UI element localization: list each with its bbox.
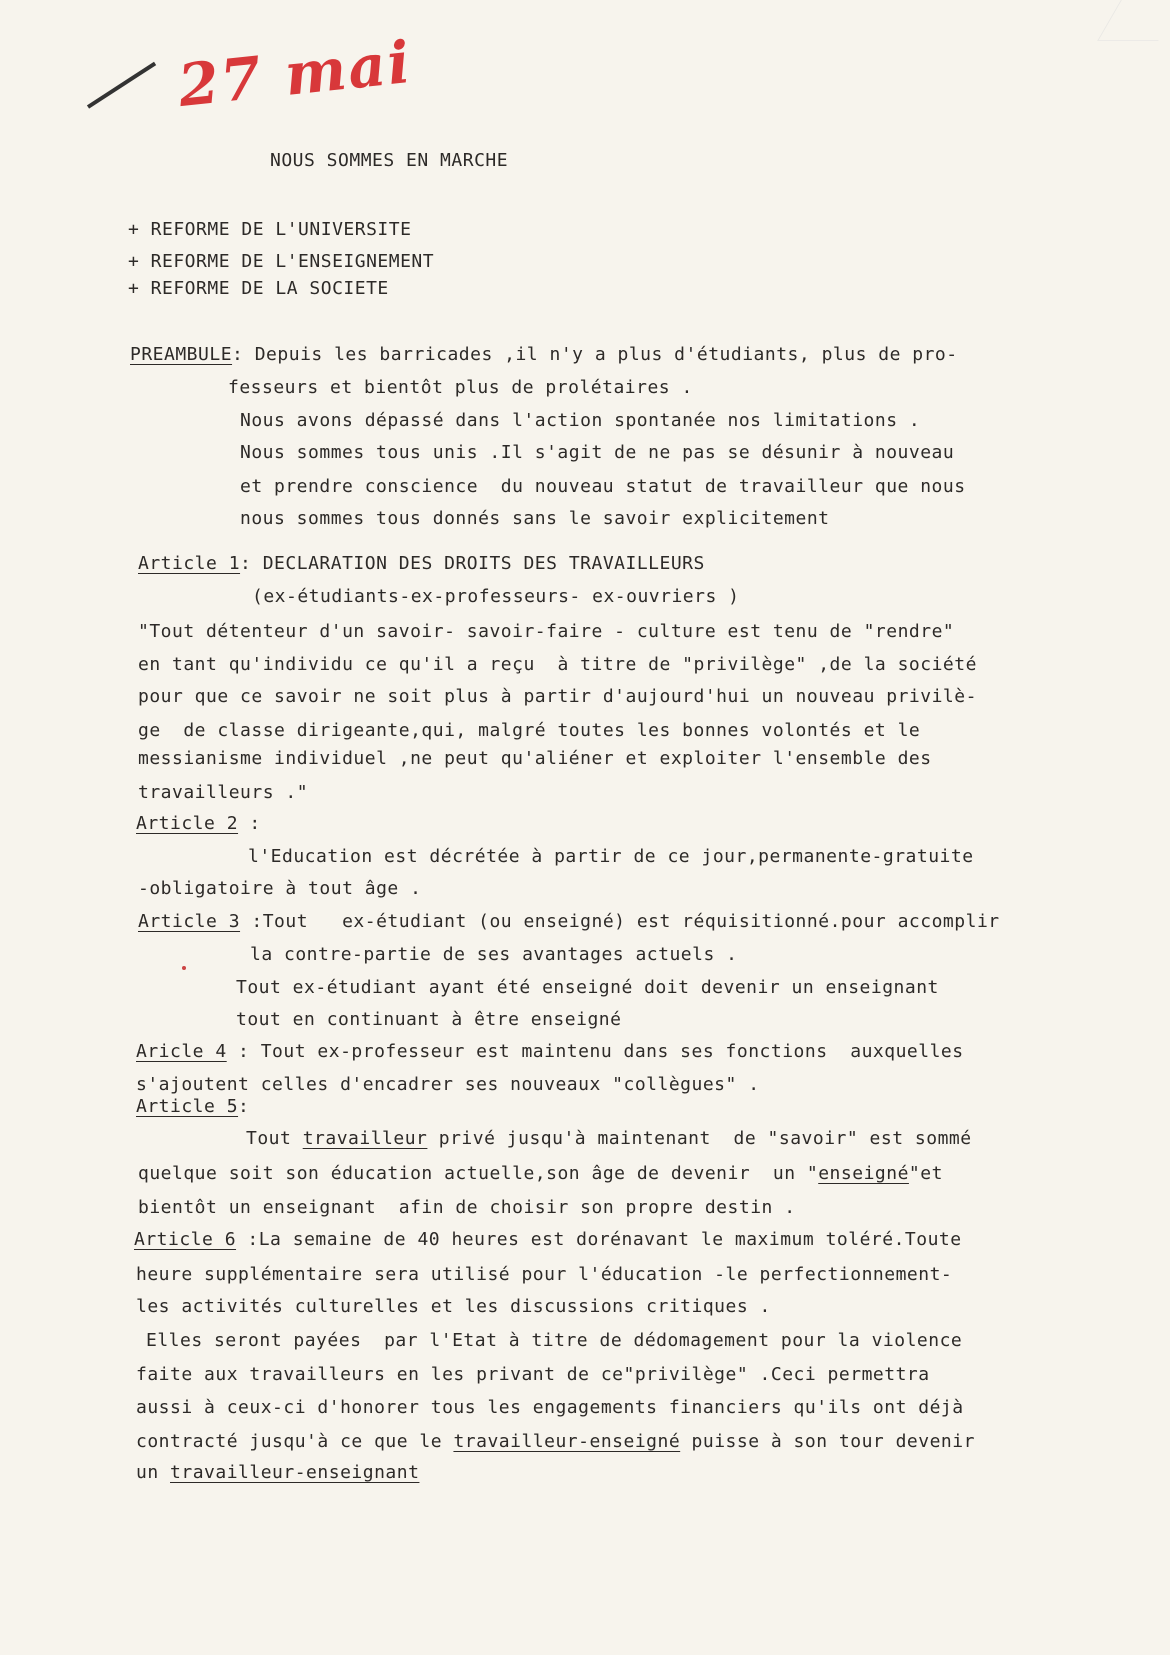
article-6-heading: Article 6 bbox=[134, 1229, 237, 1250]
article-4-first-line bbox=[136, 1041, 964, 1062]
article-1-text: "Tout détenteur d'un savoir- savoir-faire - culture est tenu de "rendre" bbox=[138, 621, 955, 642]
handwritten-date: 27 mai bbox=[175, 27, 415, 121]
underlined-term: enseigné bbox=[818, 1163, 909, 1184]
underlined-term: travailleur-enseigné bbox=[453, 1431, 681, 1452]
article-3-heading: Article 3 bbox=[138, 911, 241, 932]
pen-stroke-mark bbox=[87, 62, 156, 109]
article-2-header bbox=[136, 813, 261, 834]
article-1-subtitle: (ex-étudiants-ex-professeurs- ex-ouvriers ) bbox=[252, 586, 740, 607]
article-6-text: :La semaine de 40 heures est dorénavant le maximum toléré.Toute bbox=[236, 1229, 962, 1250]
article-1-text: en tant qu'individu ce qu'il a reçu à titre de "privilège" ,de la société bbox=[138, 654, 977, 675]
article-1-text: messianisme individuel ,ne peut qu'aliéner et exploiter l'ensemble des bbox=[138, 748, 932, 769]
article-6-text: heure supplémentaire sera utilisé pour l'éducation -le perfectionnement- bbox=[136, 1264, 953, 1285]
article-3-text: tout en continuant à être enseigné bbox=[236, 1009, 622, 1030]
article-6-text: aussi à ceux-ci d'honorer tous les engagements financiers qu'ils ont déjà bbox=[136, 1397, 964, 1418]
article-5-text-part: "et bbox=[908, 1163, 943, 1184]
ink-spot bbox=[182, 966, 186, 970]
article-1-text: travailleurs ." bbox=[138, 782, 309, 803]
preamble-first-line bbox=[130, 344, 958, 365]
article-3-first-line bbox=[138, 911, 1000, 932]
article-2-colon: : bbox=[238, 813, 261, 834]
article-6-first-line bbox=[134, 1229, 962, 1250]
preamble-text: Nous sommes tous unis .Il s'agit de ne pas se désunir à nouveau bbox=[240, 442, 955, 463]
article-5-header bbox=[136, 1096, 249, 1117]
article-3-text: Tout ex-étudiant ayant été enseigné doit devenir un enseignant bbox=[236, 977, 939, 998]
article-5-text bbox=[246, 1128, 972, 1149]
article-5-text bbox=[138, 1163, 943, 1184]
page-corner-fold bbox=[1097, 0, 1170, 41]
article-6-text: Elles seront payées par l'Etat à titre de dédomagement pour la violence bbox=[146, 1330, 963, 1351]
article-3-text: la contre-partie de ses avantages actuels . bbox=[250, 944, 738, 965]
article-6-text-part: un bbox=[136, 1462, 171, 1483]
article-6-text-part: contracté jusqu'à ce que le bbox=[136, 1431, 454, 1452]
article-4-text: s'ajoutent celles d'encadrer ses nouveaux "collègues" . bbox=[136, 1074, 760, 1095]
article-6-text bbox=[136, 1462, 419, 1483]
article-1-text: pour que ce savoir ne soit plus à partir d'aujourd'hui un nouveau privilè- bbox=[138, 686, 977, 707]
preamble-text: fesseurs et bientôt plus de prolétaires . bbox=[228, 377, 693, 398]
reform-item-teaching: + REFORME DE L'ENSEIGNEMENT bbox=[128, 251, 435, 272]
article-5-colon: : bbox=[238, 1096, 250, 1117]
underlined-term: travailleur bbox=[302, 1128, 428, 1149]
underlined-term: travailleur-enseignant bbox=[170, 1462, 420, 1483]
reform-item-university: + REFORME DE L'UNIVERSITE bbox=[128, 219, 412, 240]
article-1-title: : DECLARATION DES DROITS DES TRAVAILLEURS bbox=[240, 553, 705, 574]
article-4-text: : Tout ex-professeur est maintenu dans ses fonctions auxquelles bbox=[226, 1041, 964, 1062]
article-5-text-part: quelque soit son éducation actuelle,son âge de devenir un " bbox=[138, 1163, 819, 1184]
article-5-heading: Article 5 bbox=[136, 1096, 239, 1117]
document-title: NOUS SOMMES EN MARCHE bbox=[270, 150, 509, 171]
preamble-text: nous sommes tous donnés sans le savoir explicitement bbox=[240, 508, 830, 529]
preamble-heading: PREAMBULE bbox=[130, 344, 233, 365]
article-6-text: les activités culturelles et les discussions critiques . bbox=[136, 1296, 771, 1317]
preamble-text: et prendre conscience du nouveau statut de travailleur que nous bbox=[240, 476, 966, 497]
article-6-text: faite aux travailleurs en les privant de ce"privilège" .Ceci permettra bbox=[136, 1364, 930, 1385]
article-1-heading: Article 1 bbox=[138, 553, 241, 574]
article-6-text-part: puisse à son tour devenir bbox=[680, 1431, 975, 1452]
article-3-text: :Tout ex-étudiant (ou enseigné) est réquisitionné.pour accomplir bbox=[240, 911, 1000, 932]
article-5-text-part: Tout bbox=[246, 1128, 303, 1149]
preamble-text: : Depuis les barricades ,il n'y a plus d'étudiants, plus de pro- bbox=[232, 344, 958, 365]
article-1-text: ge de classe dirigeante,qui, malgré toutes les bonnes volontés et le bbox=[138, 720, 921, 741]
article-2-heading: Article 2 bbox=[136, 813, 239, 834]
article-6-text bbox=[136, 1431, 975, 1452]
preamble-text: Nous avons dépassé dans l'action spontanée nos limitations . bbox=[240, 410, 921, 431]
article-5-text-part: privé jusqu'à maintenant de "savoir" est sommé bbox=[427, 1128, 972, 1149]
article-4-heading: Aricle 4 bbox=[136, 1041, 227, 1062]
article-2-text: l'Education est décrétée à partir de ce jour,permanente-gratuite bbox=[248, 846, 974, 867]
reform-item-society: + REFORME DE LA SOCIETE bbox=[128, 278, 389, 299]
article-5-text: bientôt un enseignant afin de choisir son propre destin . bbox=[138, 1197, 796, 1218]
article-2-text: -obligatoire à tout âge . bbox=[138, 878, 422, 899]
article-1-header bbox=[138, 553, 705, 574]
